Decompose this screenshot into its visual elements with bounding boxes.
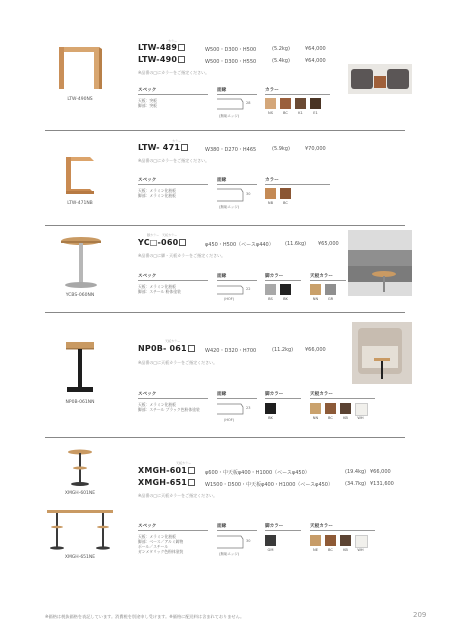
color-swatch [355,403,368,416]
top-color-heading: 天板カラー [310,524,333,529]
color-swatch [295,98,306,109]
color-swatch-label: BK [283,297,288,301]
product-image-ltw-490 [55,45,105,91]
image-caption: YCBS-060NN [65,293,95,298]
model-price: ¥65,000 [318,241,339,247]
model-dims: φ600・中天板φ400・H1000（ベースφ450） [205,470,310,476]
lifestyle-photo [348,64,412,94]
color-checkbox-icon [188,345,195,352]
order-note: ※品番の□に天板カラーをご指定ください。 [138,493,218,498]
model-weight: (19.4kg) [345,469,367,475]
model-dims: W1500・D500・中天板φ400・H1000（ベースφ450） [205,482,333,488]
color-heading: カラー [265,88,279,93]
model-weight: (5.2kg) [272,46,290,52]
color-checkbox-icon [178,56,185,63]
edge-dim: 23 [246,406,251,410]
color-swatch [325,284,336,295]
color-checkbox-icon [188,467,195,474]
model-price: ¥70,000 [305,146,326,152]
color-swatch-label: K1 [298,111,303,115]
edge-dim: 30 [246,192,251,196]
product-image-ltw-471 [60,153,100,197]
color-swatch [310,535,321,546]
top-color-heading: 天板カラー [310,392,333,397]
edge-heading: 面縁 [217,392,227,397]
product-image-yc-060 [58,235,104,291]
color-swatch [280,188,291,199]
image-caption: XMGH-651NE [64,555,96,560]
lifestyle-photo [352,322,412,384]
color-swatch [265,535,276,546]
color-swatch-label: GM [267,548,274,552]
edge-dim: 28 [246,101,251,105]
image-caption: XMGH-601NE [64,491,96,496]
color-swatch-label: NN [312,297,319,301]
edge-note: (無垢エッジ) [219,114,240,118]
product-image-xmgh-651 [45,507,115,553]
edge-dim: 22 [246,287,251,291]
color-swatch [280,98,291,109]
lifestyle-photo [348,230,412,296]
color-checkbox-icon [179,239,186,246]
model-code: YC□-060 [138,238,186,247]
spec-heading: スペック [138,88,157,93]
model-code: LTW-490 [138,55,185,64]
edge-heading: 面縁 [217,88,227,93]
page-number: 209 [413,611,427,619]
color-heading: カラー [265,178,279,183]
top-color-heading: 天板カラー [310,274,333,279]
spec-desc: 天板：メラミン化粧板 脚部：メラミン化粧板 [138,188,176,198]
color-tag: カラー [168,39,178,43]
color-swatch-label: E1 [313,111,318,115]
order-note: ※品番の□にカラーをご指定ください。 [138,158,210,163]
model-weight: (5.4kg) [272,58,290,64]
color-swatch [265,188,276,199]
color-swatch-label: NE [313,548,318,552]
spec-desc: 天板：突板 脚部：突板 [138,98,157,108]
color-swatch [265,284,276,295]
spec-heading: スペック [138,524,157,529]
footer-note: ※価格は税抜価格を表記しています。消費税を別途申し受けます。※価格に配送料は含まれておりません。 [45,614,245,619]
order-note: ※品番の□に天板カラーをご指定ください。 [138,360,218,365]
color-swatch-label: NB [267,201,274,205]
leg-color-heading: 脚カラー [265,274,284,279]
color-swatch-label: BC [283,201,288,205]
color-swatch [340,403,351,414]
leg-color-heading: 脚カラー [265,524,284,529]
edge-note: (無垢エッジ) [219,552,240,556]
color-swatch [340,535,351,546]
edge-heading: 面縁 [217,178,227,183]
edge-profile-icon [217,98,245,110]
model-price: ¥64,000 [305,58,326,64]
spec-desc: 天板：メラミン化粧板 脚部：スチール 粉体塗装 [138,284,181,294]
color-checkbox-icon [178,44,185,51]
product-image-xmgh-601 [66,448,94,488]
model-price: ¥66,000 [370,469,391,475]
color-swatch [310,284,321,295]
color-swatch-label: GR [327,297,334,301]
order-note: ※品番の□に脚・天板カラーをご指定ください。 [138,253,226,258]
edge-profile-icon [217,535,245,549]
edge-note: (HOF) [224,418,235,422]
spec-heading: スペック [138,274,157,279]
edge-dim: 30 [246,539,251,543]
model-code: XMGH-601 [138,466,195,475]
spec-desc: 天板：メラミン化粧板 脚部：スチール ブラック色粉体塗装 [138,402,200,412]
color-tag: 脚カラー 天板カラー [147,233,178,237]
color-swatch [265,403,276,414]
color-swatch-label: BK [268,416,273,420]
color-tag: 天板カラー [165,339,181,343]
model-weight: (11.2kg) [272,347,294,353]
color-swatch-label: NN [312,416,319,420]
color-checkbox-icon [188,479,195,486]
color-swatch [325,403,336,414]
color-swatch-label: KB [343,548,348,552]
model-dims: W380・D270・H465 [205,147,257,153]
edge-note: (HOF) [224,297,235,301]
model-dims: W420・D320・H700 [205,348,257,354]
edge-profile-icon [217,403,245,415]
color-swatch [280,284,291,295]
model-code: LTW- 471 [138,143,188,152]
model-dims: W500・D300・H500 [205,47,257,53]
model-price: ¥64,000 [305,46,326,52]
image-caption: LTW-471NB [67,201,93,206]
color-swatch-label: KB [343,416,348,420]
spec-heading: スペック [138,392,157,397]
color-swatch-label: WH [357,416,364,420]
color-swatch [310,403,321,414]
edge-heading: 面縁 [217,274,227,279]
color-swatch [355,535,368,548]
model-code: XMGH-651 [138,478,195,487]
spec-heading: スペック [138,178,157,183]
order-note: ※品番の□にカラーをご指定ください。 [138,70,210,75]
color-swatch-label: BC [328,548,333,552]
spec-desc: 天板：メラミン化粧板 脚部：ベース／アルミ鋳物 ポール／スチール ガンメタリック色粉体塗装 [138,534,184,554]
model-weight: (11.6kg) [285,241,307,247]
color-tag: カラー [172,139,182,143]
model-weight: (34.7kg) [345,481,367,487]
edge-profile-icon [217,188,245,202]
color-swatch-label: BS [268,297,273,301]
color-swatch [265,98,276,109]
color-swatch-label: BC [283,111,288,115]
image-caption: LTW-490NS [67,97,93,102]
model-price: ¥131,600 [370,481,394,487]
color-swatch-label: NS [268,111,273,115]
edge-profile-icon [217,285,245,295]
color-tag: 天板カラー [176,461,192,465]
color-swatch [325,535,336,546]
color-swatch [310,98,321,109]
color-swatch-label: BC [328,416,333,420]
model-weight: (5.9kg) [272,146,290,152]
color-checkbox-icon [181,144,188,151]
color-swatch-label: WH [357,548,364,552]
model-dims: W500・D300・H550 [205,59,257,65]
model-code: LTW-489 [138,43,185,52]
edge-note: (無垢エッジ) [219,205,240,209]
product-image-np0b-061 [62,340,98,396]
leg-color-heading: 脚カラー [265,392,284,397]
model-price: ¥66,000 [305,347,326,353]
model-dims: φ450・H500（ベースφ440） [205,242,274,248]
image-caption: NP0B-061NN [65,400,95,405]
edge-heading: 面縁 [217,524,227,529]
model-code: NP0B- 061 [138,344,195,353]
